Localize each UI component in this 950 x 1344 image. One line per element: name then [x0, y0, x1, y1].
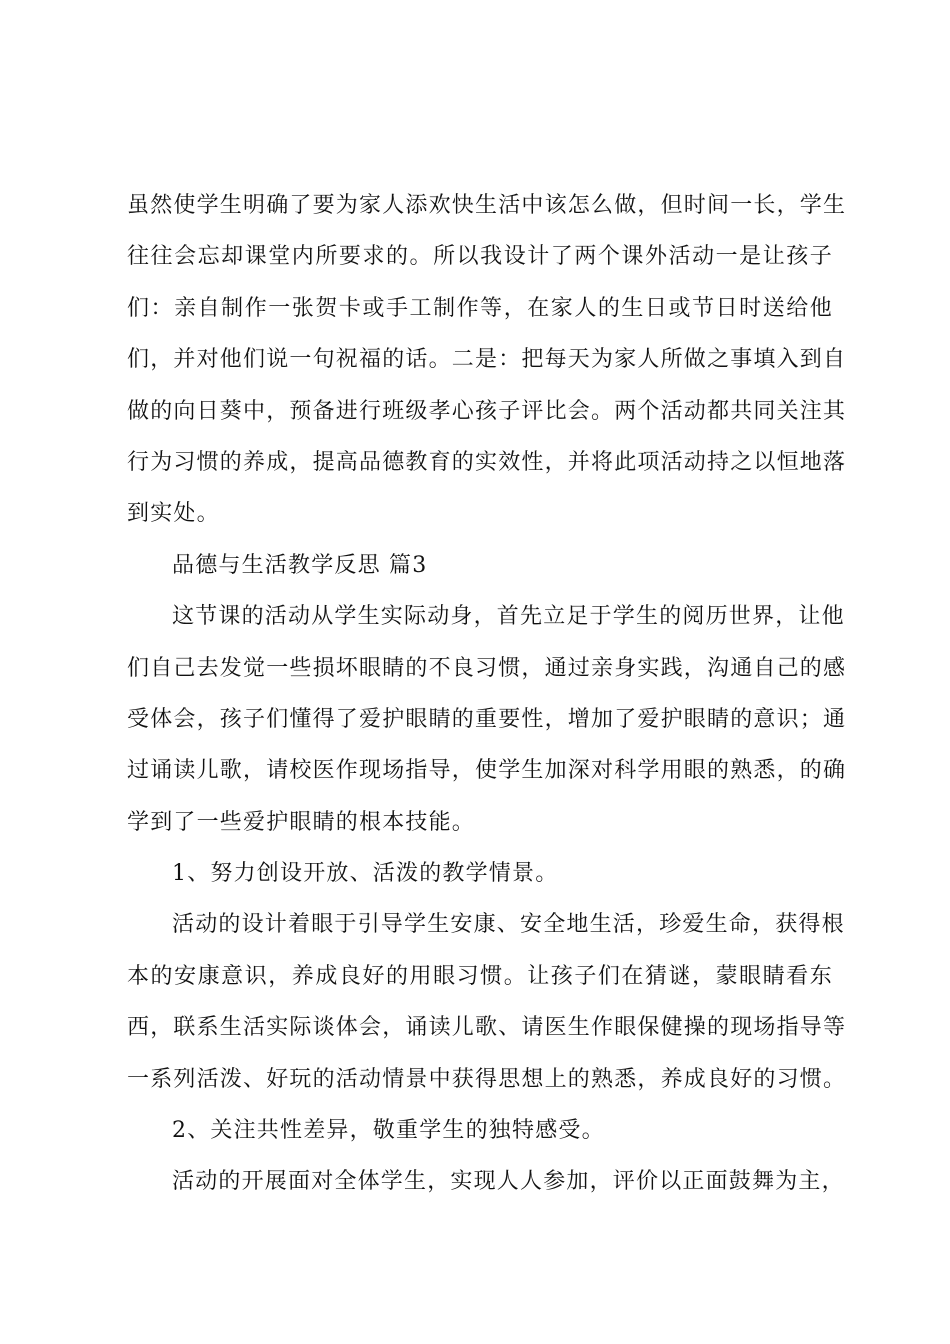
text-line: 1、努力创设开放、活泼的教学情景。	[172, 861, 559, 887]
text-line: 们：亲自制作一张贺卡或手工制作等，在家人的生日或节日时送给他	[127, 295, 833, 321]
text-line: 们自己去发觉一些损坏眼睛的不良习惯，通过亲身实践，沟通自己的感	[127, 655, 847, 681]
text-line: 这节课的活动从学生实际动身，首先立足于学生的阅历世界，让他	[172, 604, 845, 630]
text-line: 们，并对他们说一句祝福的话。二是：把每天为家人所做之事填入到自	[127, 347, 847, 373]
text-line: 到实处。	[127, 501, 220, 527]
text-line: 往往会忘却课堂内所要求的。所以我设计了两个课外活动一是让孩子	[127, 244, 833, 270]
text-line: 过诵读儿歌，请校医作现场指导，使学生加深对科学用眼的熟悉，的确	[127, 758, 847, 784]
text-line: 做的向日葵中，预备进行班级孝心孩子评比会。两个活动都共同关注其	[127, 398, 847, 424]
text-line: 活动的开展面对全体学生，实现人人参加，评价以正面鼓舞为主，	[172, 1169, 845, 1195]
text-line: 学到了一些爱护眼睛的根本技能。	[127, 809, 476, 835]
text-line: 西，联系生活实际谈体会，诵读儿歌、请医生作眼保健操的现场指导等	[127, 1015, 847, 1041]
text-line: 行为习惯的养成，提高品德教育的实效性，并将此项活动持之以恒地落	[127, 449, 847, 475]
text-line: 2、关注共性差异，敬重学生的独特感受。	[172, 1118, 605, 1144]
text-line: 活动的设计着眼于引导学生安康、安全地生活，珍爱生命，获得根	[172, 912, 845, 938]
text-line: 一系列活泼、好玩的活动情景中获得思想上的熟悉，养成良好的习惯。	[127, 1066, 847, 1092]
text-line: 虽然使学生明确了要为家人添欢快生活中该怎么做，但时间一长，学生	[127, 193, 847, 218]
text-line: 受体会，孩子们懂得了爱护眼睛的重要性，增加了爱护眼睛的意识；通	[127, 706, 847, 732]
document-body	[127, 180, 847, 1208]
text-line: 本的安康意识，养成良好的用眼习惯。让孩子们在猜谜，蒙眼睛看东	[127, 963, 833, 989]
text-line: 品德与生活教学反思 篇3	[172, 552, 428, 578]
